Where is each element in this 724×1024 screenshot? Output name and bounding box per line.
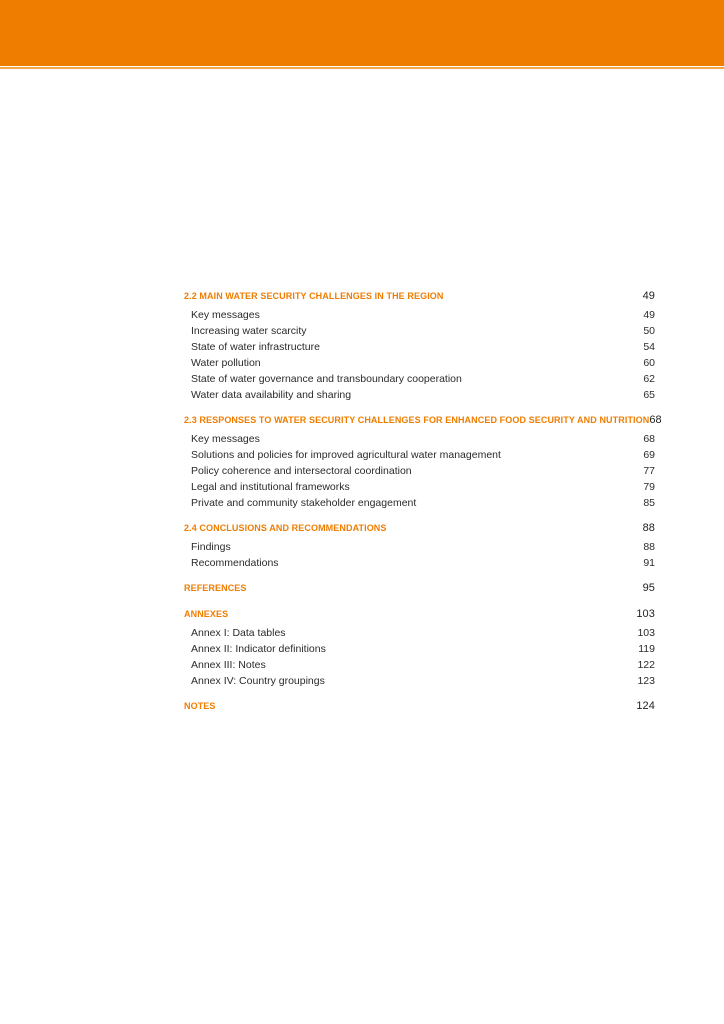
toc-entry-label: Water pollution [191, 357, 261, 369]
toc-entry-label: Annex I: Data tables [191, 627, 286, 639]
toc-heading-title: NOTES [184, 701, 216, 711]
toc-entry[interactable] [184, 371, 655, 387]
toc-entry-page: 77 [643, 465, 655, 477]
toc-entry[interactable] [184, 495, 655, 511]
toc-heading-title: 2.3 RESPONSES TO WATER SECURITY CHALLENGES FOR ENHANCED FOOD SECURITY AND NUTRITION [184, 415, 650, 425]
toc-entry-label: State of water governance and transboundary cooperation [191, 373, 462, 385]
toc-entry-page: 88 [643, 541, 655, 553]
toc-entry[interactable] [184, 555, 655, 571]
toc-heading[interactable] [184, 579, 655, 597]
toc-entry-page: 103 [637, 627, 655, 639]
toc-entry[interactable] [184, 355, 655, 371]
table-of-contents [184, 287, 662, 723]
toc-entry-label: Policy coherence and intersectoral coordination [191, 465, 412, 477]
toc-entry-label: Key messages [191, 433, 260, 445]
toc-entry[interactable] [184, 307, 655, 323]
toc-heading[interactable] [184, 411, 662, 429]
toc-heading[interactable] [184, 519, 655, 537]
toc-entry[interactable] [184, 479, 655, 495]
toc-section [184, 287, 655, 403]
toc-heading-title: ANNEXES [184, 609, 229, 619]
header-band-rule [0, 67, 724, 69]
toc-entry-label: Solutions and policies for improved agricultural water management [191, 449, 501, 461]
toc-entry-page: 91 [643, 557, 655, 569]
toc-entry-page: 79 [643, 481, 655, 493]
toc-entry-page: 68 [643, 433, 655, 445]
toc-entry-page: 119 [638, 643, 655, 655]
toc-entry[interactable] [184, 339, 655, 355]
toc-heading-page: 95 [642, 582, 655, 594]
toc-entry-label: Increasing water scarcity [191, 325, 307, 337]
toc-section [184, 697, 655, 715]
toc-entry[interactable] [184, 387, 655, 403]
toc-entry-page: 49 [643, 309, 655, 321]
toc-entry-page: 54 [643, 341, 655, 353]
toc-entry[interactable] [184, 463, 655, 479]
toc-section [184, 579, 655, 597]
toc-entry-label: Findings [191, 541, 231, 553]
toc-entry[interactable] [184, 641, 655, 657]
toc-entry[interactable] [184, 447, 655, 463]
toc-entry-page: 62 [643, 373, 655, 385]
toc-entry-page: 60 [643, 357, 655, 369]
toc-entry[interactable] [184, 673, 655, 689]
toc-entry-label: State of water infrastructure [191, 341, 320, 353]
toc-heading-page: 124 [636, 700, 655, 712]
toc-entry-label: Key messages [191, 309, 260, 321]
header-band [0, 0, 724, 66]
toc-entry[interactable] [184, 323, 655, 339]
toc-heading-page: 49 [642, 290, 655, 302]
toc-entry[interactable] [184, 539, 655, 555]
toc-entry-page: 50 [643, 325, 655, 337]
toc-entry[interactable] [184, 625, 655, 641]
toc-entry-label: Water data availability and sharing [191, 389, 352, 401]
toc-heading-title: 2.2 MAIN WATER SECURITY CHALLENGES IN THE REGION [184, 291, 444, 301]
toc-entry-page: 69 [643, 449, 655, 461]
toc-heading[interactable] [184, 697, 655, 715]
toc-heading-page: 103 [636, 608, 655, 620]
toc-heading-page: 88 [642, 522, 655, 534]
toc-entry-page: 65 [643, 389, 655, 401]
toc-entry-page: 85 [643, 497, 655, 509]
toc-heading-title: REFERENCES [184, 583, 247, 593]
toc-entry-page: 123 [637, 675, 655, 687]
toc-entry-label: Annex IV: Country groupings [191, 675, 325, 687]
toc-heading[interactable] [184, 605, 655, 623]
toc-section [184, 519, 655, 571]
toc-entry-label: Annex II: Indicator definitions [191, 643, 326, 655]
toc-heading[interactable] [184, 287, 655, 305]
toc-entry-label: Legal and institutional frameworks [191, 481, 350, 493]
toc-entry-label: Recommendations [191, 557, 279, 569]
toc-heading-title: 2.4 CONCLUSIONS AND RECOMMENDATIONS [184, 523, 387, 533]
toc-entry-page: 122 [637, 659, 655, 671]
toc-entry-label: Private and community stakeholder engagement [191, 497, 417, 509]
toc-section [184, 411, 662, 511]
toc-entry[interactable] [184, 657, 655, 673]
toc-section [184, 605, 655, 689]
toc-entry[interactable] [184, 431, 655, 447]
toc-heading-page: 68 [649, 414, 662, 426]
toc-entry-label: Annex III: Notes [191, 659, 266, 671]
